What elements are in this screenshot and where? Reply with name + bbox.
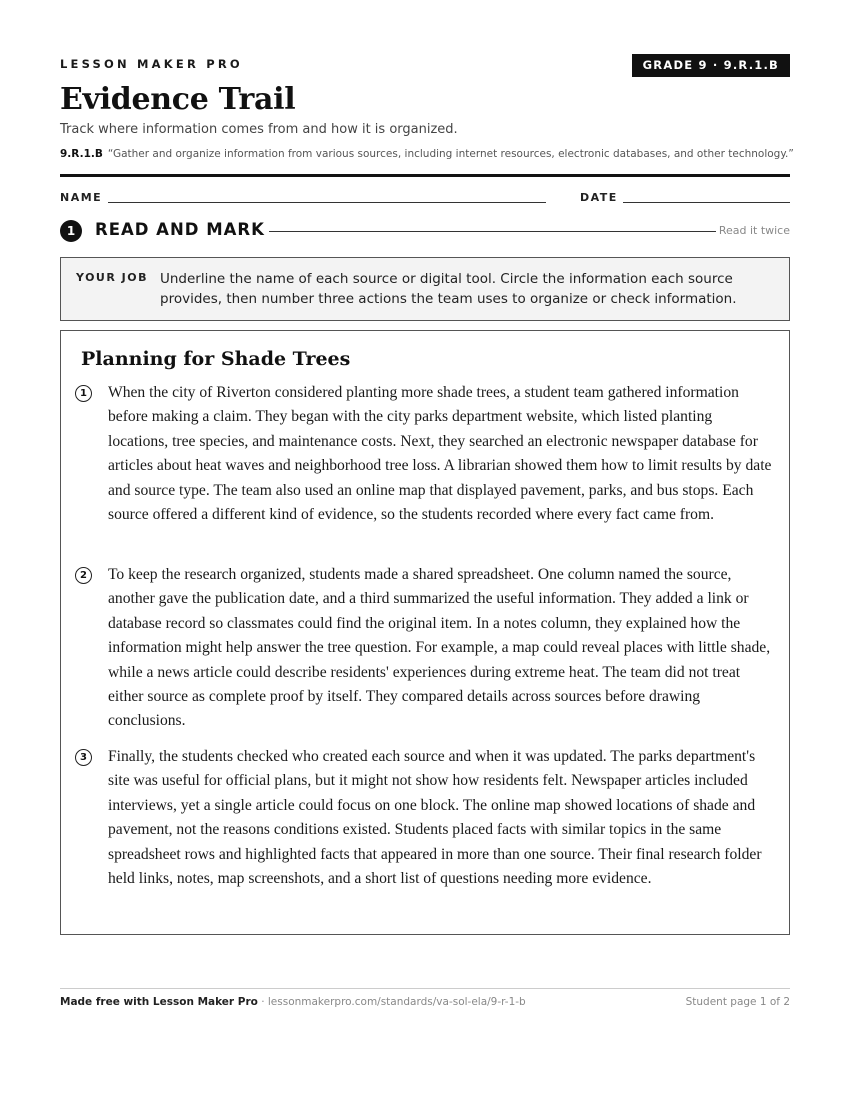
section-note: Read it twice <box>718 224 790 237</box>
job-label: YOUR JOB <box>76 271 148 284</box>
section-title: READ AND MARK <box>95 220 265 239</box>
standard-code: 9.R.1.B <box>60 148 103 160</box>
job-text: Underline the name of each source or digital tool. Circle the information each source provides, then number three actions the team uses to organize or check information. <box>160 271 737 307</box>
paragraph-number-3: 3 <box>75 749 92 766</box>
footer-separator: · <box>257 996 268 1008</box>
page-title: Evidence Trail <box>60 82 296 117</box>
paragraph-number-2: 2 <box>75 567 92 584</box>
header-divider <box>60 174 790 177</box>
footer-divider <box>60 988 790 989</box>
name-field-line[interactable] <box>108 202 546 203</box>
date-field-line[interactable] <box>623 202 790 203</box>
brand-name: LESSON MAKER PRO <box>60 57 243 71</box>
grade-badge: GRADE 9 · 9.R.1.B <box>632 54 790 77</box>
section-divider <box>269 231 716 232</box>
reading-passage-box <box>60 330 790 935</box>
name-label: NAME <box>60 191 103 204</box>
paragraph-3: Finally, the students checked who created each source and when it was updated. The parks department's site was useful for official plans, but it might not show how residents felt. Newspaper articles included interviews, yet a single article could focus on one block. The online map showed locations of shade and pavement, not the reasons conditions existed. Students placed facts with similar topics in the same spreadsheet rows and highlighted facts that appeared in more than one source. Their final research folder held links, notes, map screenshots, and a short list of questions needing more evidence. <box>108 748 762 888</box>
section-number-badge: 1 <box>60 220 82 242</box>
footer-made-with: Made free with Lesson Maker Pro <box>60 996 258 1008</box>
footer-url-link[interactable]: lessonmakerpro.com/standards/va-sol-ela/9-r-1-b <box>267 996 526 1008</box>
page-subtitle: Track where information comes from and how it is organized. <box>60 122 458 137</box>
page-indicator: Student page 1 of 2 <box>685 996 790 1008</box>
paragraph-1: When the city of Riverton considered planting more shade trees, a student team gathered information before making a claim. They began with the city parks department website, which listed planting locations, tree species, and maintenance costs. Next, they searched an electronic newspaper database for articles about heat waves and neighborhood tree loss. A librarian showed them how to limit results by date and source type. The team also used an online map that displayed pavement, parks, and bus stops. Each source offered a different kind of evidence, so the students recorded where every fact came from. <box>108 384 772 524</box>
standard-line <box>60 148 794 160</box>
paragraph-number-1: 1 <box>75 385 92 402</box>
date-label: DATE <box>580 191 618 204</box>
footer-credit <box>60 996 526 1008</box>
standard-text: “Gather and organize information from various sources, including internet resources, electronic databases, and other technology.” <box>107 148 794 160</box>
job-instructions-box <box>60 257 790 321</box>
reading-title: Planning for Shade Trees <box>81 348 351 370</box>
paragraph-2: To keep the research organized, students made a shared spreadsheet. One column named the source, another gave the publication date, and a third summarized the useful information. They added a link or database record so classmates could find the original item. In a notes column, they explained how the information might help answer the tree question. For example, a map could reveal places with little shade, while a news article could describe residents' experiences during extreme heat. The team did not treat either source as complete proof by itself. They compared details across sources before drawing conclusions. <box>108 566 771 730</box>
